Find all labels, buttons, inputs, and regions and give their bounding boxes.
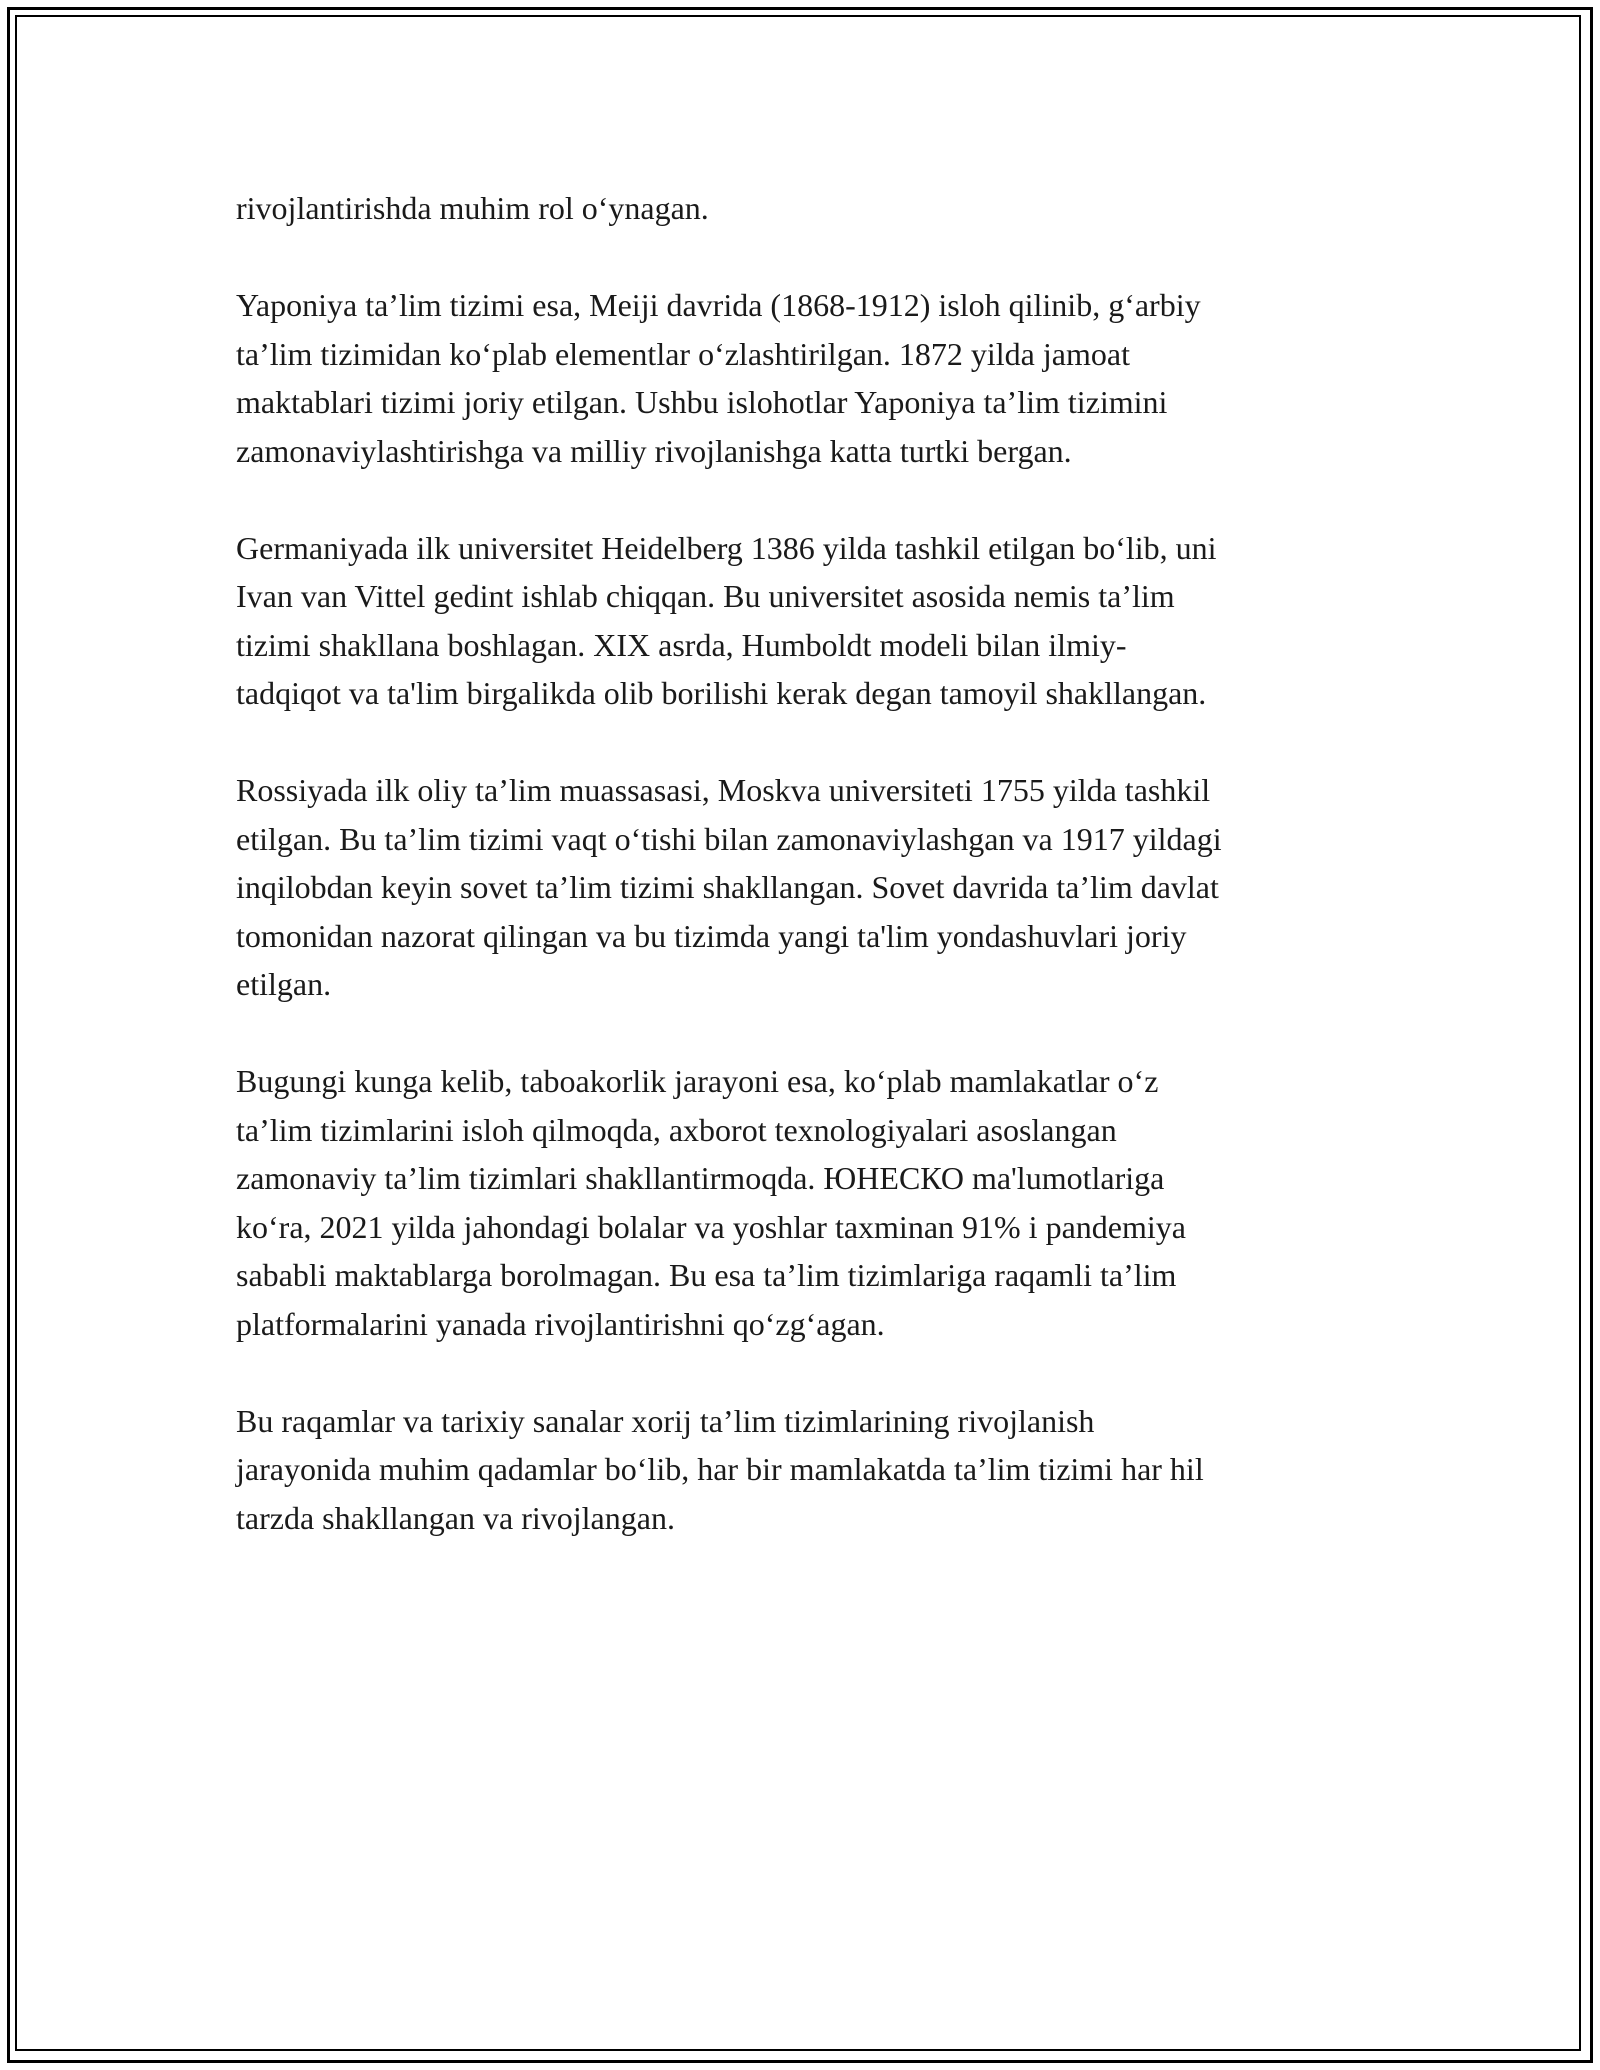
document-body: [236, 184, 1376, 1591]
paragraph-today: Bugungi kunga kelib, taboakorlik jarayoni esa, koʻplab mamlakatlar oʻz ta’lim tizimlarini isloh qilmoqda, axborot texnologiyalari asoslangan zamonaviy ta’lim tizimlari shakllantirmoqda. ЮНЕСКО ma'lumotlariga koʻra, 2021 yilda jahondagi bolalar va yoshlar taxminan 91% i pandemiya sababli maktablarga borolmagan. Bu esa ta’lim tizimlariga raqamli ta’lim platformalarini yanada rivojlantirishni qoʻzgʻagan.: [236, 1063, 1186, 1342]
paragraph-germany: Germaniyada ilk universitet Heidelberg 1386 yilda tashkil etilgan boʻlib, uni Ivan van Vittel gedint ishlab chiqqan. Bu universitet asosida nemis ta’lim tizimi shakllana boshlagan. XIX asrda, Humboldt modeli bilan ilmiy- tadqiqot va ta'lim birgalikda olib borilishi kerak degan tamoyil shakllangan.: [236, 529, 1217, 711]
paragraph-japan: Yaponiya ta’lim tizimi esa, Meiji davrida (1868-1912) isloh qilinib, gʻarbiy ta’lim tizimidan koʻplab elementlar oʻzlashtirilgan. 1872 yilda jamoat maktablari tizimi joriy etilgan. Ushbu islohotlar Yaponiya ta’lim tizimini zamonaviylashtirishga va milliy rivojlanishga katta turtki bergan.: [236, 287, 1201, 469]
paragraph-conclusion: Bu raqamlar va tarixiy sanalar xorij ta’lim tizimlarining rivojlanish jarayonida muhim qadamlar boʻlib, har bir mamlakatda ta’lim tizimi har hil tarzda shakllangan va rivojlangan.: [236, 1402, 1204, 1536]
paragraph-russia: Rossiyada ilk oliy ta’lim muassasasi, Moskva universiteti 1755 yilda tashkil etilgan. Bu ta’lim tizimi vaqt oʻtishi bilan zamonaviylashgan va 1917 yildagi inqilobdan keyin sovet ta’lim tizimi shakllangan. Sovet davrida ta’lim davlat tomonidan nazorat qilingan va bu tizimda yangi ta'lim yondashuvlari joriy etilgan.: [236, 772, 1222, 1002]
paragraph-1: rivojlantirishda muhim rol oʻynagan.: [236, 190, 709, 226]
